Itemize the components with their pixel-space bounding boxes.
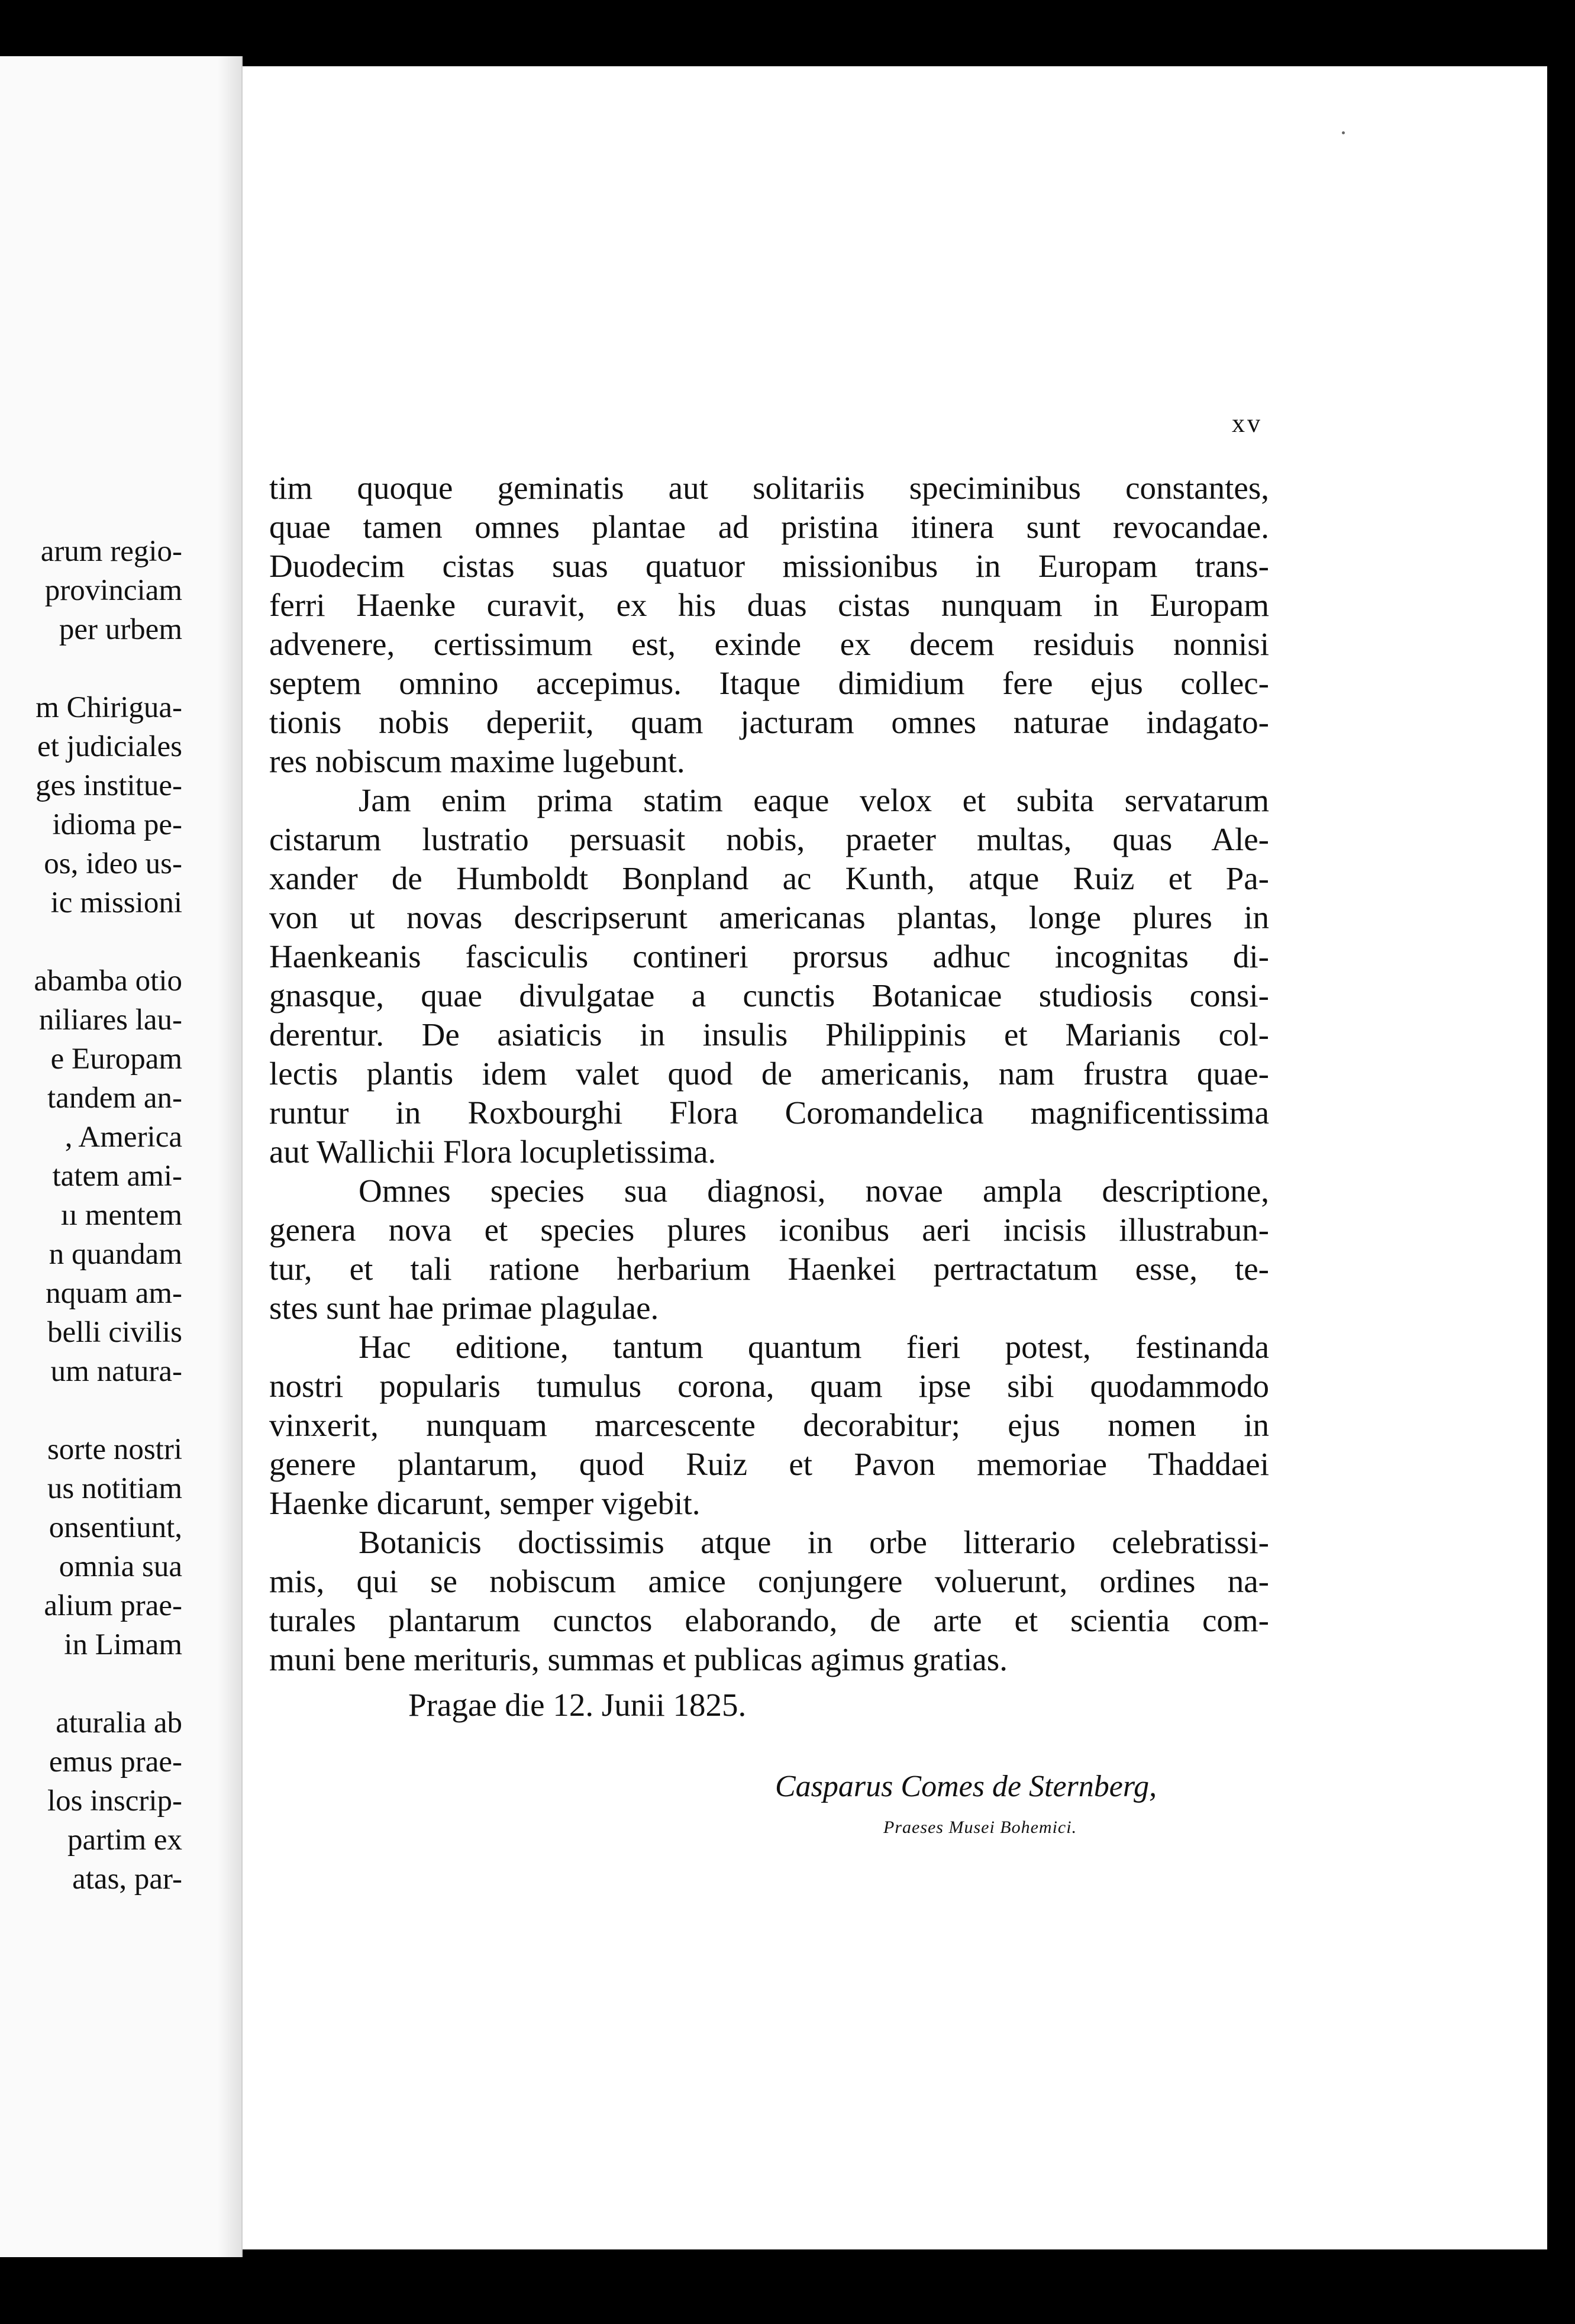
body-line: xander de Humboldt Bonpland ac Kunth, atque Ruiz et Pa-	[269, 860, 1269, 896]
body-line: quae tamen omnes plantae ad pristina itinera sunt revocandae.	[269, 509, 1269, 545]
left-line: , America	[64, 1121, 182, 1154]
left-line: per urbem	[59, 613, 182, 646]
left-line: tandem an-	[47, 1082, 182, 1115]
left-line: belli civilis	[47, 1316, 182, 1349]
left-line: m Chirigua-	[35, 691, 182, 724]
body-line: vinxerit, nunquam marcescente decorabitur; ejus nomen in	[269, 1407, 1269, 1443]
left-line: aturalia ab	[56, 1706, 182, 1739]
body-line: lectis plantis idem valet quod de americanis, nam frustra quae-	[269, 1056, 1269, 1092]
left-line: alium prae-	[44, 1589, 182, 1622]
body-line: Botanicis doctissimis atque in orbe litterario celebratissi-	[359, 1524, 1269, 1560]
signature-title: Praeses Musei Bohemici.	[883, 1818, 1077, 1837]
body-line: genera nova et species plures iconibus aeri incisis illustrabun-	[269, 1212, 1269, 1248]
body-line: gnasque, quae divulgatae a cunctis Botanicae studiosis consi-	[269, 977, 1269, 1013]
left-line: ges institue-	[35, 769, 182, 802]
gutter-shadow	[218, 56, 241, 2257]
left-line: et judiciales	[37, 730, 182, 763]
page-number: xv	[1232, 409, 1263, 438]
left-line: us notitiam	[47, 1472, 182, 1505]
paper-speck	[1342, 131, 1345, 134]
body-line: von ut novas descripserunt americanas plantas, longe plures in	[269, 899, 1269, 935]
left-line: in Limam	[64, 1628, 182, 1661]
body-line: Omnes species sua diagnosi, novae ampla descriptione,	[359, 1173, 1269, 1209]
body-line: Jam enim prima statim eaque velox et subita servatarum	[359, 782, 1269, 818]
body-line: runtur in Roxbourghi Flora Coromandelica magnificentissima	[269, 1095, 1269, 1131]
body-line: advenere, certissimum est, exinde ex decem residuis nonnisi	[269, 626, 1269, 662]
left-line: abamba otio	[34, 964, 182, 998]
body-line: aut Wallichii Flora locupletissima.	[269, 1134, 717, 1170]
left-line: emus prae-	[49, 1745, 182, 1778]
left-line: sorte nostri	[47, 1433, 182, 1466]
body-line: Duodecim cistas suas quatuor missionibus in Europam trans-	[269, 548, 1269, 584]
left-line: onsentiunt,	[49, 1511, 182, 1544]
body-line: res nobiscum maxime lugebunt.	[269, 743, 685, 779]
left-line: los inscrip-	[47, 1784, 182, 1818]
signature-name: Casparus Comes de Sternberg,	[775, 1770, 1157, 1803]
left-page	[0, 56, 243, 2257]
body-line: genere plantarum, quod Ruiz et Pavon memoriae Thaddaei	[269, 1446, 1269, 1482]
body-line: muni bene merituris, summas et publicas agimus gratias.	[269, 1641, 1008, 1677]
left-line: n quandam	[49, 1238, 182, 1271]
left-line: nquam am-	[46, 1277, 182, 1310]
body-line: Haenke dicarunt, semper vigebit.	[269, 1485, 701, 1521]
body-line: derentur. De asiaticis in insulis Philippinis et Marianis col-	[269, 1016, 1269, 1053]
body-line: mis, qui se nobiscum amice conjungere voluerunt, ordines na-	[269, 1563, 1269, 1599]
left-line: ıı mentem	[60, 1199, 182, 1232]
body-line: ferri Haenke curavit, ex his duas cistas nunquam in Europam	[269, 587, 1269, 623]
body-line: tim quoque geminatis aut solitariis speciminibus constantes,	[269, 470, 1269, 506]
body-line: tur, et tali ratione herbarium Haenkei pertractatum esse, te-	[269, 1251, 1269, 1287]
left-line: niliares lau-	[38, 1003, 182, 1037]
left-line: e Europam	[50, 1042, 182, 1076]
body-line: Haenkeanis fasciculis contineri prorsus adhuc incognitas di-	[269, 938, 1269, 974]
left-line: atas, par-	[72, 1863, 182, 1896]
left-line: os, ideo us-	[44, 847, 182, 880]
left-line: idioma pe-	[52, 808, 182, 841]
body-line: turales plantarum cunctos elaborando, de arte et scientia com-	[269, 1602, 1269, 1638]
left-line: ic missioni	[50, 886, 182, 919]
left-line: partim ex	[67, 1823, 182, 1857]
left-line: tatem ami-	[52, 1160, 182, 1193]
body-line: septem omnino accepimus. Itaque dimidium fere ejus collec-	[269, 665, 1269, 701]
left-line: um natura-	[50, 1355, 182, 1388]
body-line: tionis nobis deperiit, quam jacturam omnes naturae indagato-	[269, 704, 1269, 740]
place-date-line: Pragae die 12. Junii 1825.	[408, 1687, 747, 1723]
left-line: arum regio-	[40, 535, 182, 568]
left-line: omnia sua	[59, 1550, 182, 1583]
left-line: provinciam	[44, 574, 182, 607]
body-line: cistarum lustratio persuasit nobis, praeter multas, quas Ale-	[269, 821, 1269, 857]
body-line: nostri popularis tumulus corona, quam ipse sibi quodammodo	[269, 1368, 1269, 1404]
body-line: stes sunt hae primae plagulae.	[269, 1290, 659, 1326]
body-line: Hac editione, tantum quantum fieri potest, festinanda	[359, 1329, 1269, 1365]
